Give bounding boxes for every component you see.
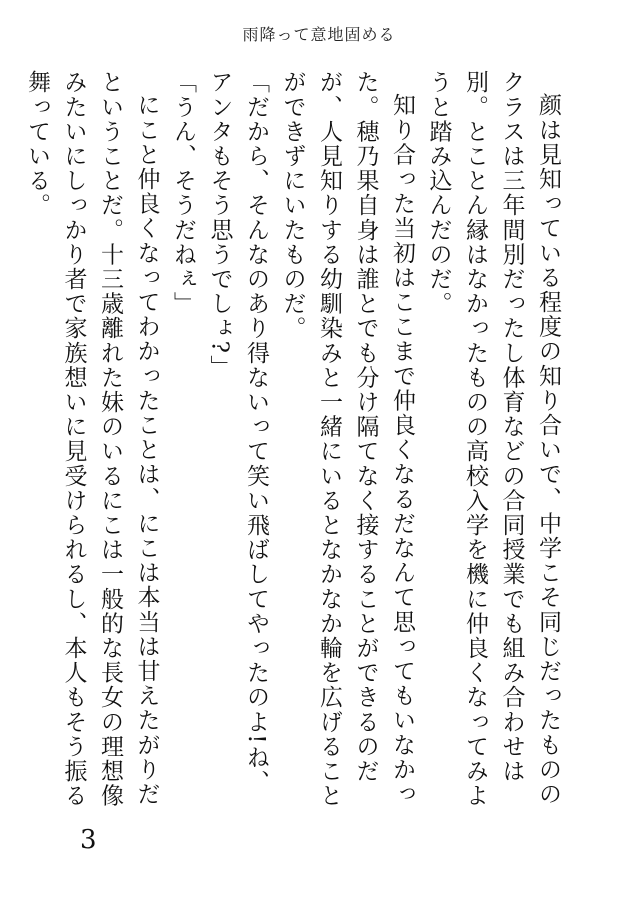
dialogue-paragraph: 「だから、そんなのあり得ないって笑い飛ばしてやったのよ!ね、アンタもそう思うでしょ?」 xyxy=(206,70,269,795)
page-number: 3 xyxy=(80,825,97,855)
paragraph: 颜は見知っている程度の知り合いで、中学こそ同じだったもののクラスは三年間別だったし体育などの合同授業でも組み合わせは別。とことん縁はなかったものの高校入学を機に仲良くなってみようと踏み込んだのだ。 xyxy=(425,70,561,808)
running-header: 雨降って意地固める xyxy=(242,25,396,44)
body-text xyxy=(24,70,566,810)
dialogue-paragraph: 「うん、そうだねぇ」 xyxy=(170,70,196,316)
paragraph: にこと仲良くなってわかったことは、にこは本当は甘えたがりだということだ。十三歳離れた妹のいるにこは一般的な長女の理想像みたいにしっかり者で家族想いに見受けられるし、本人もそう振る舞っている。 xyxy=(24,70,160,808)
paragraph: 知り合った当初はここまで仲良くなるだなんて思ってもいなかった。穂乃果自身は誰とでも分け隔てなく接することができるのだが、人見知りする幼馴染みと一緒にいるとなかなか輪を広げることができずにいたものだ。 xyxy=(279,70,415,808)
